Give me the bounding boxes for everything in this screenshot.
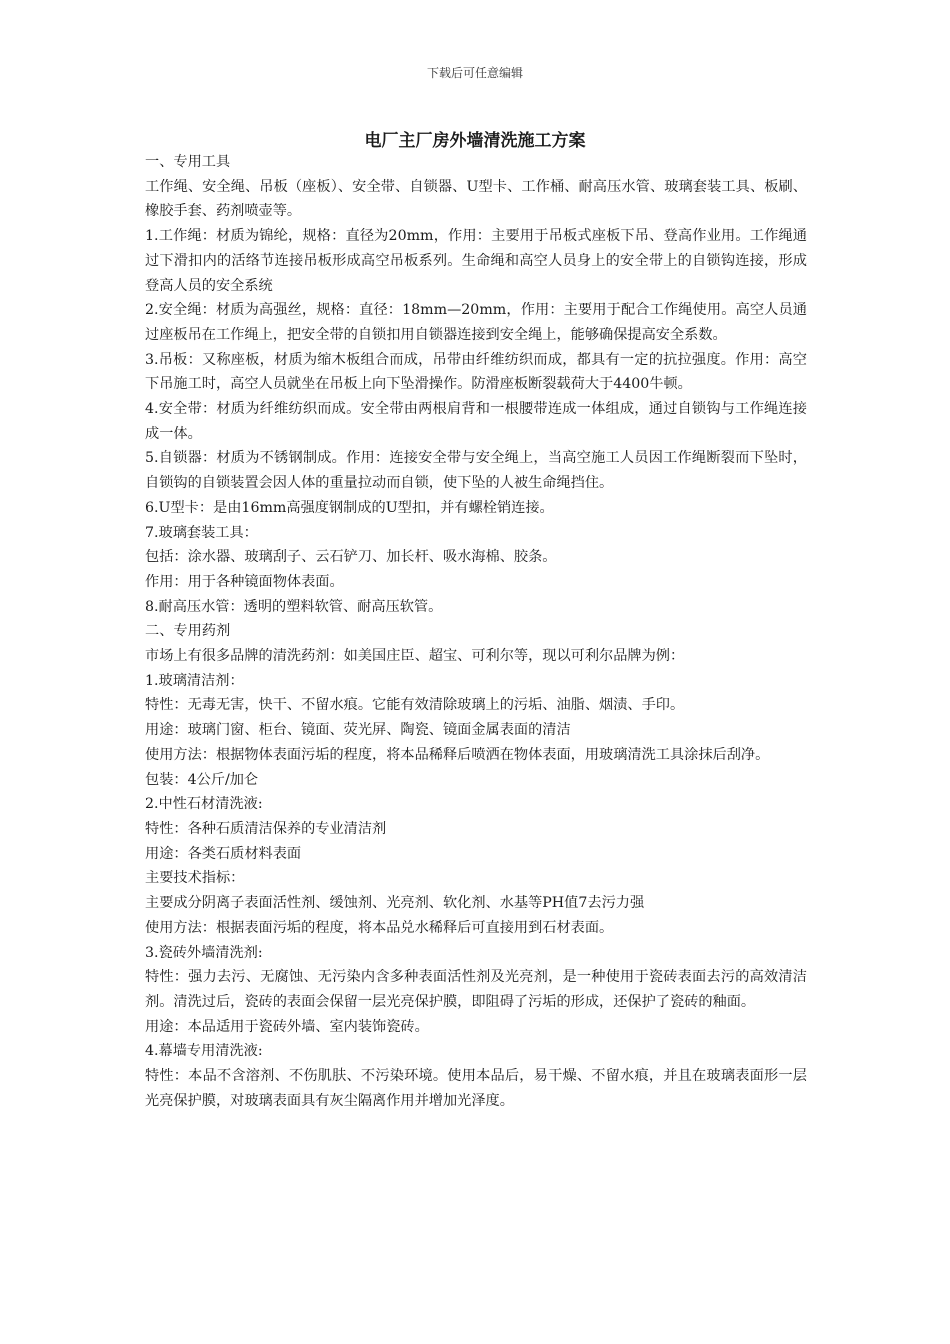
paragraph: 工作绳、安全绳、吊板（座板）、安全带、自锁器、U型卡、工作桶、耐高压水管、玻璃套装工具、板刷、橡胶手套、药剂喷壶等。 xyxy=(145,178,807,220)
paragraph: 4.幕墙专用清洗液: xyxy=(145,1043,263,1060)
paragraph: 主要成分阴离子表面活性剂、缓蚀剂、光亮剂、软化剂、水基等PH值7去污力强 xyxy=(145,895,645,912)
paragraph: 二、专用药剂 xyxy=(145,623,231,640)
paragraph: 5.自锁器：材质为不锈钢制成。作用：连接安全带与安全绳上，当高空施工人员因工作绳断裂而下坠时，自锁钩的自锁装置会因人体的重量拉动而自锁，使下坠的人被生命绳挡住。 xyxy=(145,450,807,492)
paragraph: 用途：玻璃门窗、柜台、镜面、荧光屏、陶瓷、镜面金属表面的清洁 xyxy=(145,722,571,739)
header-note: 下载后可任意编辑 xyxy=(426,66,523,80)
paragraph: 使用方法：根据物体表面污垢的程度，将本品稀释后喷洒在物体表面，用玻璃清洗工具涂抹后刮净。 xyxy=(145,746,770,763)
paragraph: 包装：4公斤/加仑 xyxy=(145,771,259,788)
paragraph: 4.安全带：材质为纤维纺织而成。安全带由两根肩背和一根腰带连成一体组成，通过自锁钩与工作绳连接成一体。 xyxy=(145,401,807,442)
paragraph: 1.玻璃清洁剂： xyxy=(145,672,244,689)
paragraph: 主要技术指标： xyxy=(145,870,245,887)
paragraph: 作用：用于各种镜面物体表面。 xyxy=(145,573,344,590)
paragraph: 2.安全绳：材质为高强丝，规格：直径：18mm—20mm，作用：主要用于配合工作绳使用。高空人员通过座板吊在工作绳上，把安全带的自锁扣用自锁器连接到安全绳上，能够确保提高安全系数。 xyxy=(145,302,807,343)
document-body xyxy=(145,150,807,1113)
paragraph: 7.玻璃套装工具： xyxy=(145,524,258,541)
paragraph: 一、专用工具 xyxy=(145,154,231,170)
paragraph: 8.耐高压水管：透明的塑料软管、耐高压软管。 xyxy=(145,598,443,615)
document-title: 电厂主厂房外墙清洗施工方案 xyxy=(364,131,586,151)
paragraph: 1.工作绳：材质为锦纶，规格：直径为20mm，作用：主要用于吊板式座板下吊、登高作业用。工作绳通过下滑扣内的活络节连接吊板形成高空吊板系列。生命绳和高空人员身上的安全带上的自锁钩连接，形成登高人员的安全系统 xyxy=(145,228,807,294)
paragraph: 特性：无毒无害，快干、不留水痕。它能有效清除玻璃上的污垢、油脂、烟渍、手印。 xyxy=(145,697,685,714)
paragraph: 2.中性石材清洗液: xyxy=(145,796,263,813)
paragraph: 包括：涂水器、玻璃刮子、云石铲刀、加长杆、吸水海棉、胶条。 xyxy=(145,549,557,566)
paragraph: 3.吊板：又称座板，材质为缩木板组合而成，吊带由纤维纺织而成，都具有一定的抗拉强度。作用：高空下吊施工时，高空人员就坐在吊板上向下坠滑操作。防滑座板断裂载荷大于4400牛顿。 xyxy=(145,351,807,393)
paragraph: 用途：本品适用于瓷砖外墙、室内装饰瓷砖。 xyxy=(145,1018,429,1035)
paragraph: 特性：强力去污、无腐蚀、无污染内含多种表面活性剂及光亮剂，是一种使用于瓷砖表面去污的高效清洁剂。清洗过后，瓷砖的表面会保留一层光亮保护膜，即阻碍了污垢的形成，还保护了瓷砖的釉面。 xyxy=(145,969,807,1010)
paragraph: 3.瓷砖外墙清洗剂: xyxy=(145,944,263,961)
paragraph: 用途：各类石质材料表面 xyxy=(145,845,302,862)
paragraph: 使用方法：根据表面污垢的程度，将本品兑水稀释后可直接用到石材表面。 xyxy=(145,919,614,936)
paragraph: 6.U型卡：是由16mm高强度钢制成的U型扣，并有螺栓销连接。 xyxy=(145,499,554,516)
paragraph: 特性：各种石质清洁保养的专业清洁剂 xyxy=(145,820,387,837)
paragraph: 市场上有很多品牌的清洗药剂：如美国庄臣、超宝、可利尔等，现以可利尔品牌为例： xyxy=(145,648,685,665)
paragraph: 特性：本品不含溶剂、不伤肌肤、不污染环境。使用本品后，易干燥、不留水痕，并且在玻璃表面形一层光亮保护膜，对玻璃表面具有灰尘隔离作用并增加光泽度。 xyxy=(145,1068,807,1109)
